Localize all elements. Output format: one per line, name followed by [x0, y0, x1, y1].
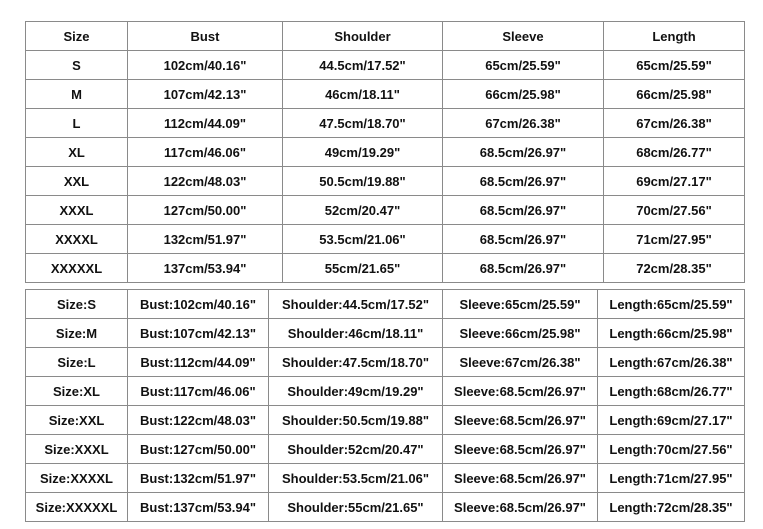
cell-sleeve: 68.5cm/26.97"	[443, 167, 604, 196]
cell-bust: 127cm/50.00"	[128, 196, 283, 225]
header-bust: Bust	[128, 22, 283, 51]
cell-bust: 132cm/51.97"	[128, 225, 283, 254]
cell-bust: 122cm/48.03"	[128, 167, 283, 196]
cell-length: 69cm/27.17"	[604, 167, 745, 196]
table-row	[26, 435, 745, 464]
table-row	[26, 406, 745, 435]
cell-length: 70cm/27.56"	[604, 196, 745, 225]
cell-length: Length:70cm/27.56"	[598, 435, 745, 464]
cell-size: XXXXXL	[26, 254, 128, 283]
table-row	[26, 254, 745, 283]
table-header-row	[26, 22, 745, 51]
table-row	[26, 464, 745, 493]
cell-sleeve: Sleeve:65cm/25.59"	[443, 290, 598, 319]
cell-shoulder: 50.5cm/19.88"	[283, 167, 443, 196]
cell-length: Length:72cm/28.35"	[598, 493, 745, 522]
cell-sleeve: 68.5cm/26.97"	[443, 138, 604, 167]
cell-size: XXXXL	[26, 225, 128, 254]
cell-shoulder: Shoulder:47.5cm/18.70"	[269, 348, 443, 377]
cell-length: 71cm/27.95"	[604, 225, 745, 254]
cell-size: Size:XXL	[26, 406, 128, 435]
cell-size: XL	[26, 138, 128, 167]
cell-sleeve: 67cm/26.38"	[443, 109, 604, 138]
cell-shoulder: Shoulder:44.5cm/17.52"	[269, 290, 443, 319]
cell-sleeve: 66cm/25.98"	[443, 80, 604, 109]
table-row	[26, 348, 745, 377]
cell-bust: Bust:127cm/50.00"	[128, 435, 269, 464]
cell-size: L	[26, 109, 128, 138]
header-sleeve: Sleeve	[443, 22, 604, 51]
table-row	[26, 138, 745, 167]
table-row	[26, 290, 745, 319]
cell-size: Size:XL	[26, 377, 128, 406]
size-label-table	[25, 289, 745, 522]
table-row	[26, 493, 745, 522]
cell-length: Length:69cm/27.17"	[598, 406, 745, 435]
cell-size: Size:XXXXL	[26, 464, 128, 493]
cell-size: S	[26, 51, 128, 80]
cell-shoulder: Shoulder:55cm/21.65"	[269, 493, 443, 522]
cell-length: 72cm/28.35"	[604, 254, 745, 283]
cell-sleeve: Sleeve:68.5cm/26.97"	[443, 435, 598, 464]
cell-bust: Bust:132cm/51.97"	[128, 464, 269, 493]
table-row	[26, 80, 745, 109]
cell-sleeve: Sleeve:68.5cm/26.97"	[443, 464, 598, 493]
cell-length: 68cm/26.77"	[604, 138, 745, 167]
cell-length: Length:68cm/26.77"	[598, 377, 745, 406]
table-row	[26, 319, 745, 348]
cell-size: Size:L	[26, 348, 128, 377]
cell-shoulder: 44.5cm/17.52"	[283, 51, 443, 80]
cell-sleeve: 65cm/25.59"	[443, 51, 604, 80]
header-length: Length	[604, 22, 745, 51]
cell-bust: 112cm/44.09"	[128, 109, 283, 138]
cell-shoulder: Shoulder:50.5cm/19.88"	[269, 406, 443, 435]
table-row	[26, 196, 745, 225]
cell-shoulder: 46cm/18.11"	[283, 80, 443, 109]
cell-sleeve: Sleeve:67cm/26.38"	[443, 348, 598, 377]
cell-shoulder: Shoulder:46cm/18.11"	[269, 319, 443, 348]
cell-sleeve: 68.5cm/26.97"	[443, 225, 604, 254]
cell-sleeve: Sleeve:68.5cm/26.97"	[443, 493, 598, 522]
cell-sleeve: Sleeve:66cm/25.98"	[443, 319, 598, 348]
header-size: Size	[26, 22, 128, 51]
cell-size: XXL	[26, 167, 128, 196]
cell-bust: 137cm/53.94"	[128, 254, 283, 283]
cell-bust: 117cm/46.06"	[128, 138, 283, 167]
table-row	[26, 109, 745, 138]
cell-bust: 107cm/42.13"	[128, 80, 283, 109]
cell-shoulder: Shoulder:52cm/20.47"	[269, 435, 443, 464]
cell-bust: Bust:137cm/53.94"	[128, 493, 269, 522]
cell-length: Length:71cm/27.95"	[598, 464, 745, 493]
cell-size: Size:XXXXXL	[26, 493, 128, 522]
cell-length: 67cm/26.38"	[604, 109, 745, 138]
table-row	[26, 167, 745, 196]
header-shoulder: Shoulder	[283, 22, 443, 51]
cell-sleeve: 68.5cm/26.97"	[443, 254, 604, 283]
cell-sleeve: Sleeve:68.5cm/26.97"	[443, 377, 598, 406]
cell-bust: Bust:122cm/48.03"	[128, 406, 269, 435]
cell-shoulder: Shoulder:53.5cm/21.06"	[269, 464, 443, 493]
cell-shoulder: 52cm/20.47"	[283, 196, 443, 225]
cell-shoulder: 55cm/21.65"	[283, 254, 443, 283]
cell-size: Size:S	[26, 290, 128, 319]
cell-shoulder: 49cm/19.29"	[283, 138, 443, 167]
table-row	[26, 225, 745, 254]
cell-bust: Bust:112cm/44.09"	[128, 348, 269, 377]
cell-shoulder: 47.5cm/18.70"	[283, 109, 443, 138]
cell-length: Length:65cm/25.59"	[598, 290, 745, 319]
cell-length: 65cm/25.59"	[604, 51, 745, 80]
size-chart-table	[25, 21, 745, 283]
cell-length: 66cm/25.98"	[604, 80, 745, 109]
cell-shoulder: 53.5cm/21.06"	[283, 225, 443, 254]
cell-size: Size:M	[26, 319, 128, 348]
cell-sleeve: Sleeve:68.5cm/26.97"	[443, 406, 598, 435]
cell-size: M	[26, 80, 128, 109]
cell-bust: Bust:102cm/40.16"	[128, 290, 269, 319]
cell-length: Length:66cm/25.98"	[598, 319, 745, 348]
cell-bust: Bust:107cm/42.13"	[128, 319, 269, 348]
cell-bust: 102cm/40.16"	[128, 51, 283, 80]
cell-shoulder: Shoulder:49cm/19.29"	[269, 377, 443, 406]
cell-size: Size:XXXL	[26, 435, 128, 464]
cell-size: XXXL	[26, 196, 128, 225]
cell-sleeve: 68.5cm/26.97"	[443, 196, 604, 225]
cell-length: Length:67cm/26.38"	[598, 348, 745, 377]
table-row	[26, 377, 745, 406]
table-row	[26, 51, 745, 80]
cell-bust: Bust:117cm/46.06"	[128, 377, 269, 406]
